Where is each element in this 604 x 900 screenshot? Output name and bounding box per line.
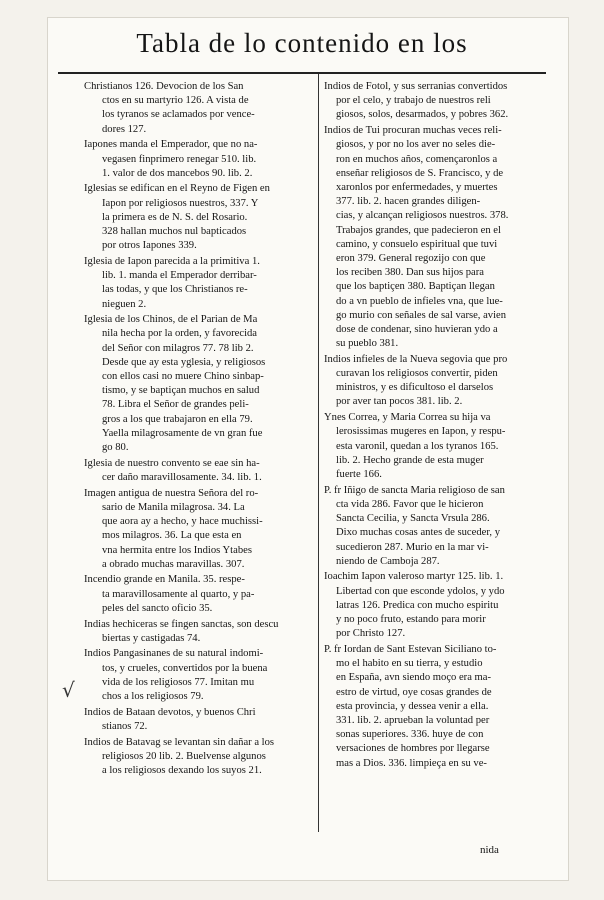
right-column (324, 80, 546, 772)
index-entry: Indios Pangasinanes de su natural indomi- tos, y crueles, convertidos por la buena vida de los religiosos 77. Imitan mu chos a los religiosos 79. (84, 648, 268, 703)
index-entry: Indias hechiceras se fingen sanctas, son descu biertas y castigadas 74. (84, 618, 279, 644)
index-entry: Imagen antigua de nuestra Señora del ro- sario de Manila milagrosa. 34. La que aora ay a hecho, y hace muchissi- mos milagros. 36. La que esta en vna hermita entre los Indios Ytabes a obrado muchas maravillas. 307. (84, 487, 263, 570)
index-entry: Indios de Bataan devotos, y buenos Chri stianos 72. (84, 706, 256, 732)
header-rule (58, 72, 546, 74)
index-entry: P. fr Iordan de Sant Estevan Siciliano to- mo el habito en su tierra, y estudio en España, avn siendo moço era ma- estro de virtud, oye cosas grandes de esta provincia, y dessea venir a ella. 331. lib. 2. aprueban la voluntad per sonas superiores. 336. huye de con versaciones de hombres por llegarse mas a Dios. 336. limpieça en su ve- (324, 643, 497, 769)
left-column (84, 80, 310, 780)
index-entry: Indios de Batavag se levantan sin dañar a los religiosos 20 lib. 2. Buelvense algunos a los religiosos dexando los suyos 21. (84, 736, 275, 777)
column-divider (318, 74, 319, 832)
handwritten-check-mark: √ (62, 678, 75, 702)
catchword: nida (480, 844, 499, 856)
index-entry: Ioachim Iapon valeroso martyr 125. lib. 1. Libertad con que esconde ydolos, y ydo latras 126. Predica con mucho espiritu y no poco fruto, estando para morir por Christo 127. (324, 571, 505, 640)
page-title: Tabla de lo contenido en los (136, 28, 468, 58)
index-entry: Indios de Fotol, y sus serranias convertidos por el celo, y trabajo de nuestros reli giosos, solos, desarmados, y pobres 362. (324, 81, 509, 121)
index-entry: Iglesia de Iapon parecida a la primitiva 1. lib. 1. manda el Emperador derribar- las todas, y que los Christianos re- nieguen 2. (84, 255, 260, 310)
index-entry: Iglesia de nuestro convento se eae sin ha- cer daño maravillosamente. 34. lib. 1. (84, 457, 262, 483)
index-entry: Iapones manda el Emperador, que no na- vegasen finprimero renegar 510. lib. 1. valor de dos mancebos 90. lib. 2. (84, 139, 258, 179)
index-entry: Incendio grande en Manila. 35. respe- ta maravillosamente al quarto, y pa- peles del sancto oficio 35. (84, 574, 255, 614)
index-entry: Indios infieles de la Nueva segovia que pro curavan los religiosos convertir, piden ministros, y es dificultoso el darselos por aver tan pocos 381. lib. 2. (324, 353, 508, 408)
index-entry: Iglesias se edifican en el Reyno de Figen en Iapon por religiosos nuestros, 337. Y la primera es de N. S. del Rosario. 328 hallan muchos nul bapticados por otros Iapones 339. (84, 183, 270, 252)
index-entry: Indios de Tui procuran muchas veces reli- giosos, y por no los aver no seles die- ron en muchos años, començaronlos a enseñar religiosos de S. Francisco, y de xaronlos por enfermedades, y muertes 377. lib. 2. hacen grandes diligen- cias, y alcançan religiosos nuestros. 378. Trabajos grandes, que padecieron en el camino, y consuelo espiritual que tuvi eron 379. General regozijo con que los reciben 380. Dan sus hijos para que los baptiçen 380. Baptiçan llegan do a vn pueblo de infieles vna, que lue- go murio con señales de sal varse, avien dose de condenar, sino huvieran ydo a su pueblo 381. (324, 125, 509, 350)
index-entry: Iglesia de los Chinos, de el Parian de Ma nila hecha por la orden, y favorecida del Señor con milagros 77. 78 lib 2. Desde que ay esta yglesia, y religiosos con ellos casi no muere Chino sinbap- tismo, y se baptiçan muchos en salud 78. Libra el Señor de grandes peli- gros a los que trabajaron en ella 79. Yaella milagrosamente de vn gran fue go 80. (84, 314, 266, 454)
index-entry: Ynes Correa, y Maria Correa su hija va lerosissimas mugeres en Iapon, y respu- esta varonil, quedan a los tyranos 165. lib. 2. Hecho grande de esta muger fuerte 166. (324, 412, 506, 480)
index-entry: Christianos 126. Devocion de los San ctos en su martyrio 126. A vista de los tyranos se aclamados por vence- dores 127. (84, 81, 255, 135)
index-entry: P. fr Iñigo de sancta Maria religioso de san cta vida 286. Favor que le hicieron Sancta Cecilia, y Sancta Vrsula 286. Dixo muchas cosas antes de suceder, y sucedieron 287. Murio en la mar vi- niendo de Camboja 287. (324, 484, 505, 567)
